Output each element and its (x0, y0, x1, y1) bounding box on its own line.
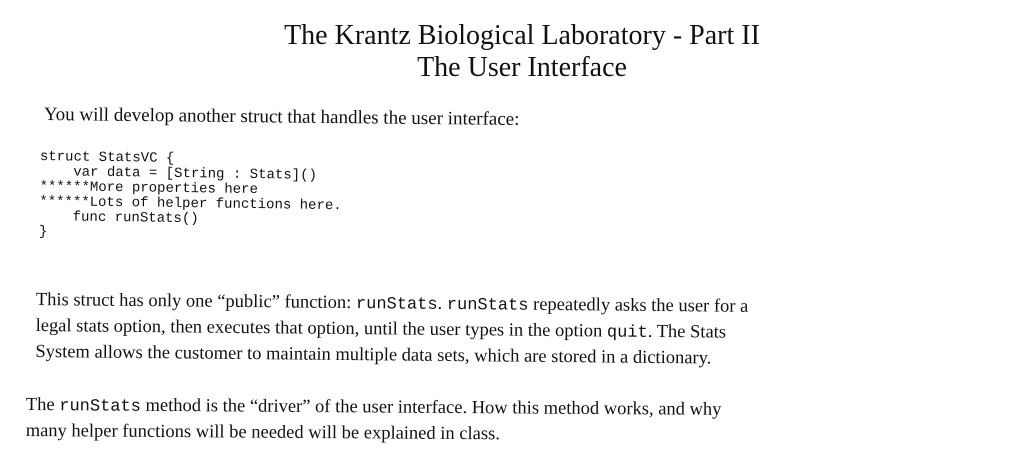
paragraph-line: System allows the customer to maintain multiple data sets, which are stored in a dictionary. (35, 341, 712, 369)
text-run: The (25, 394, 60, 416)
code-line: func runStats() (38, 208, 199, 228)
text-run: . The Stats (647, 321, 727, 343)
code-line: ******More properties here (39, 178, 259, 199)
text-run: method is the “driver” of the user interface. How this method works, and why (140, 395, 722, 420)
title-line-2: The User Interface (417, 52, 627, 83)
paragraph-line: many helper functions will be needed will be explained in class. (25, 420, 500, 445)
code-line: var data = [String : Stats]() (39, 163, 318, 184)
paragraph-runstats-description (35, 288, 748, 372)
inline-code: quit (606, 323, 648, 343)
code-block (39, 150, 343, 244)
paragraph-driver-description (26, 393, 722, 449)
text-run: This struct has only one “public” function: (35, 289, 357, 314)
text-run: legal stats option, then executes that option, until the user types in the option (35, 315, 608, 342)
inline-code: runStats (59, 397, 141, 417)
text-run: . (437, 293, 447, 314)
page-title (0, 20, 1024, 84)
intro-text: You will develop another struct that handles the user interface: (43, 104, 520, 130)
inline-code: runStats (355, 295, 438, 315)
title-line-1: The Krantz Biological Laboratory - Part II (284, 20, 760, 51)
text-run: repeatedly asks the user for a (528, 294, 749, 317)
inline-code: runStats (446, 295, 529, 316)
code-line: ******Lots of helper functions here. (39, 193, 342, 215)
code-line: } (38, 223, 48, 241)
code-line: struct StatsVC { (39, 149, 175, 167)
